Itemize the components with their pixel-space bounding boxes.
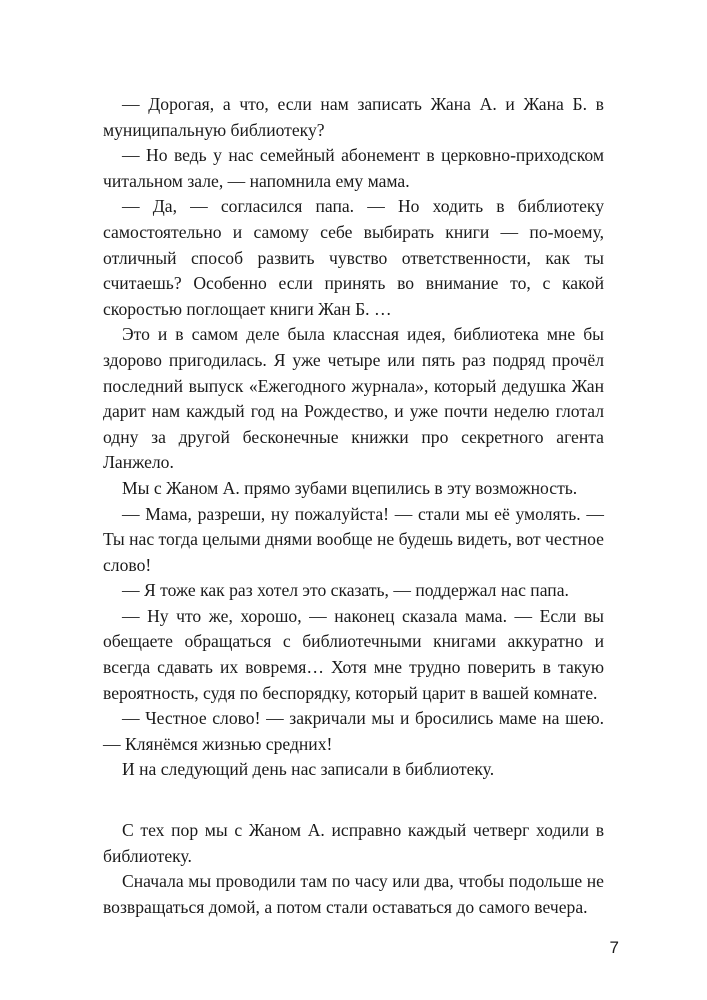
section-break [103,783,604,818]
paragraph-12: Сначала мы проводили там по часу или два, чтобы подольше не возвращаться домой, а потом стали оставаться до самого вечера. [103,871,604,917]
paragraph-1: — Дорогая, а что, если нам записать Жана А. и Жана Б. в муниципальную библиотеку? [103,94,604,140]
paragraph-6: — Мама, разреши, ну пожалуйста! — стали мы её умолять. — Ты нас тогда целыми днями вообще не будешь видеть, вот честное слово! [103,503,604,575]
paragraph-4: Это и в самом деле была классная идея, библиотека мне бы здорово пригодилась. Я уже четыре или пять раз подряд прочёл последний выпуск «Ежегодного журнала», который дедушка Жан дарит нам каждый год на Рождество, и уже почти неделю глотал одну за другой бесконечные книжки про секретного агента Ланжело. [103,324,604,473]
paragraph-2: — Но ведь у нас семейный абонемент в церковно-приходском читальном зале, — напомнила ему мама. [103,145,604,191]
paragraph-8: — Ну что же, хорошо, — наконец сказала мама. — Если вы обещаете обращаться с библиотечными книгами аккуратно и всегда сдавать их вовремя… Хотя мне трудно поверить в такую вероятность, судя по беспорядку, который царит в вашей комнате. [103,605,604,703]
paragraph-10: И на следующий день нас записали в библиотеку. [122,759,495,780]
paragraph-7: — Я тоже как раз хотел это сказать, — поддержал нас папа. [122,580,569,601]
paragraph-11: С тех пор мы с Жаном А. исправно каждый четверг ходили в библиотеку. [103,820,604,866]
book-page-text [103,92,604,920]
paragraph-9: — Честное слово! — закричали мы и бросились маме на шею. — Клянёмся жизнью средних! [103,708,604,754]
paragraph-5: Мы с Жаном А. прямо зубами вцепились в эту возможность. [122,477,578,498]
paragraph-3: — Да, — согласился папа. — Но ходить в библиотеку самостоятельно и самому себе выбирать книги — по-моему, отличный способ развить чувство ответственности, как ты считаешь? Особенно если принять во внимание то, с какой скоростью поглощает книги Жан Б. … [103,196,604,319]
page-number: 7 [609,938,619,957]
